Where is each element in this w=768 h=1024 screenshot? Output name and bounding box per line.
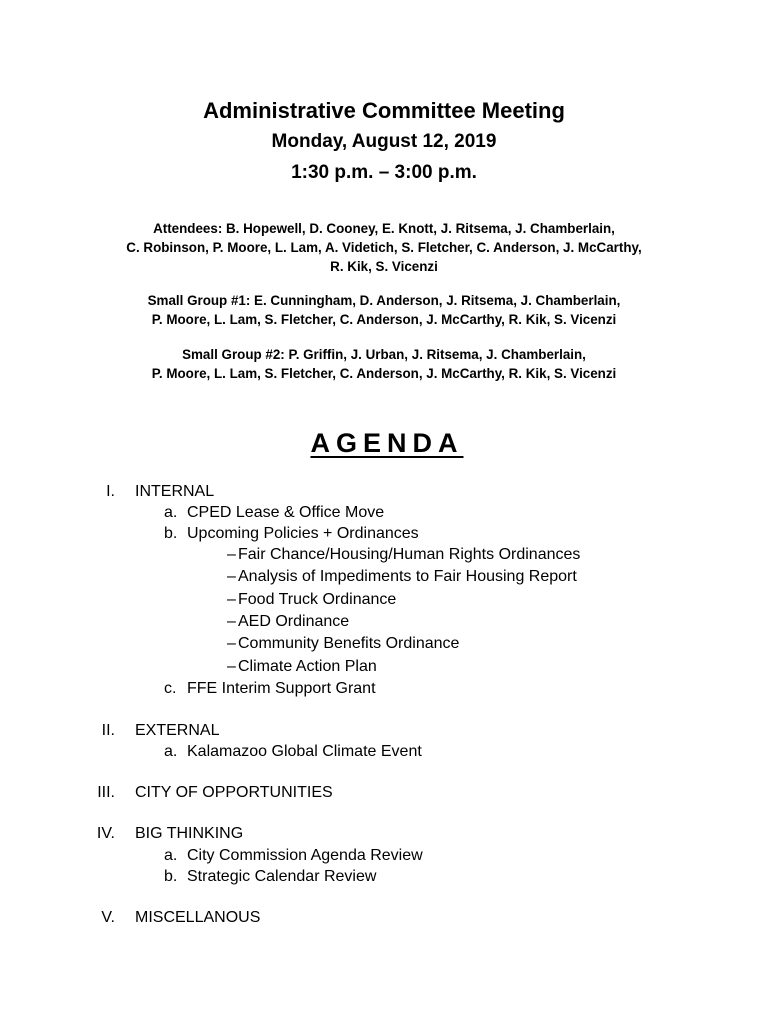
section-numeral: IV. bbox=[96, 825, 115, 842]
subitem-dash: – bbox=[227, 635, 236, 652]
section-numeral: I. bbox=[106, 483, 115, 500]
agenda-subitem: AED Ordinance bbox=[238, 613, 350, 630]
meeting-date: Monday, August 12, 2019 bbox=[271, 131, 497, 152]
attendees-line-1: Attendees: B. Hopewell, D. Cooney, E. Knott, J. Ritsema, J. Chamberlain, bbox=[153, 221, 615, 236]
subitem-dash: – bbox=[227, 591, 236, 608]
agenda-subitem: Analysis of Impediments to Fair Housing Report bbox=[238, 568, 577, 585]
section-title: BIG THINKING bbox=[135, 825, 244, 842]
agenda-item: FFE Interim Support Grant bbox=[187, 680, 376, 697]
agenda-subitem: Fair Chance/Housing/Human Rights Ordinances bbox=[238, 546, 581, 563]
section-numeral: V. bbox=[101, 909, 115, 926]
small-group-1-line-2: P. Moore, L. Lam, S. Fletcher, C. Anderson, J. McCarthy, R. Kik, S. Vicenzi bbox=[151, 312, 617, 327]
small-group-1-line-1: Small Group #1: E. Cunningham, D. Anderson, J. Ritsema, J. Chamberlain, bbox=[147, 293, 621, 308]
section-numeral: II. bbox=[101, 722, 115, 739]
agenda-subitem: Food Truck Ordinance bbox=[238, 591, 397, 608]
small-group-2-line-2: P. Moore, L. Lam, S. Fletcher, C. Anderson, J. McCarthy, R. Kik, S. Vicenzi bbox=[151, 366, 617, 381]
agenda-item: Upcoming Policies + Ordinances bbox=[187, 525, 419, 542]
subitem-dash: – bbox=[227, 613, 236, 630]
agenda-item: CPED Lease & Office Move bbox=[187, 504, 385, 521]
item-label: a. bbox=[164, 847, 178, 864]
subitem-dash: – bbox=[227, 568, 236, 585]
agenda-subitem: Community Benefits Ordinance bbox=[238, 635, 460, 652]
attendees-line-2: C. Robinson, P. Moore, L. Lam, A. Videtich, S. Fletcher, C. Anderson, J. McCarthy, bbox=[126, 240, 642, 255]
agenda-item: Kalamazoo Global Climate Event bbox=[187, 743, 422, 760]
subitem-dash: – bbox=[227, 658, 236, 675]
item-label: b. bbox=[164, 525, 178, 542]
subitem-dash: – bbox=[227, 546, 236, 563]
agenda-item: Strategic Calendar Review bbox=[187, 868, 377, 885]
agenda-heading: AGENDA bbox=[310, 428, 464, 458]
section-title: EXTERNAL bbox=[135, 722, 220, 739]
document-title: Administrative Committee Meeting bbox=[203, 98, 565, 123]
section-title: INTERNAL bbox=[135, 483, 215, 500]
item-label: a. bbox=[164, 504, 178, 521]
item-label: a. bbox=[164, 743, 178, 760]
attendees-line-3: R. Kik, S. Vicenzi bbox=[330, 259, 438, 274]
agenda-subitem: Climate Action Plan bbox=[238, 658, 377, 675]
agenda-item: City Commission Agenda Review bbox=[187, 847, 423, 864]
section-title: CITY OF OPPORTUNITIES bbox=[135, 784, 333, 801]
item-label: b. bbox=[164, 868, 178, 885]
section-title: MISCELLANOUS bbox=[135, 909, 261, 926]
section-numeral: III. bbox=[97, 784, 115, 801]
meeting-time: 1:30 p.m. – 3:00 p.m. bbox=[291, 162, 477, 183]
item-label: c. bbox=[164, 680, 177, 697]
small-group-2-line-1: Small Group #2: P. Griffin, J. Urban, J. Ritsema, J. Chamberlain, bbox=[182, 347, 586, 362]
